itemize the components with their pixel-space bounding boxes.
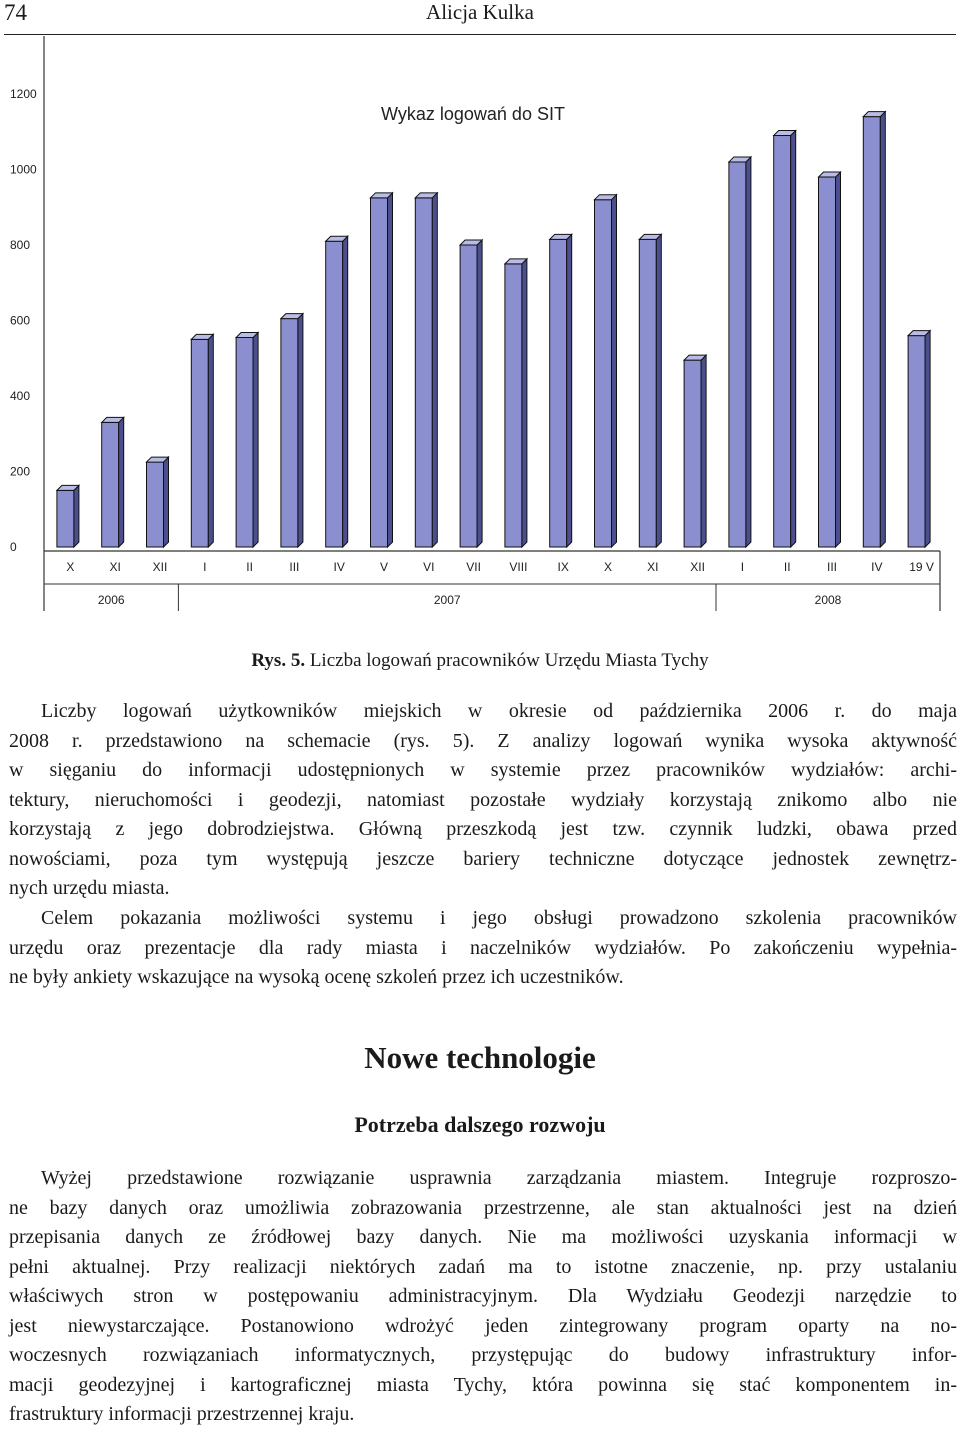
- bar-side: [208, 334, 213, 547]
- paragraph-3: [9, 1164, 957, 1430]
- bar: [684, 360, 701, 547]
- subsection-heading: Potrzeba dalszego rozwoju: [354, 1112, 606, 1137]
- bar-side: [656, 234, 661, 547]
- text-line: tektury, nieruchomości i geodezji, natomiast pozostałe wydziały korzystają znikomo albo nie: [9, 788, 957, 811]
- bar: [819, 177, 836, 547]
- bar-side: [253, 332, 258, 547]
- caption-prefix: Rys. 5.: [251, 650, 306, 671]
- bar: [236, 337, 253, 547]
- bar-side: [119, 417, 124, 547]
- text-line: przepisania danych ze źródłowej bazy danych. Nie ma możliwości uzyskania informacji w: [9, 1226, 957, 1248]
- text-line: nowościami, poza tym występują jeszcze bariery techniczne dotyczące jednostek zewnętrz-: [9, 847, 957, 870]
- text-line: nych urzędu miasta.: [9, 877, 170, 899]
- text-line: urzędu oraz prezentacje dla rady miasta i naczelników wydziałów. Po zakończeniu wypełnia-: [9, 936, 957, 959]
- bar: [191, 339, 208, 547]
- bar-chart: [0, 36, 960, 616]
- caption-text: Liczba logowań pracowników Urzędu Miasta Tychy: [309, 650, 709, 671]
- x-tick-label: I: [740, 560, 745, 574]
- bar-side: [880, 112, 885, 547]
- bar-side: [567, 234, 572, 547]
- bar-side: [791, 131, 796, 547]
- bar-side: [522, 259, 527, 547]
- x-tick-label: I: [203, 560, 207, 574]
- bar: [729, 162, 746, 547]
- bar-side: [343, 236, 348, 547]
- bar: [415, 198, 432, 547]
- year-label: 2006: [97, 593, 125, 607]
- text-line: macji geodezyjnej i kartograficznej miasta Tychy, która powinna się stać komponentem in-: [9, 1373, 957, 1396]
- bar: [774, 136, 791, 547]
- x-tick-label: XI: [109, 560, 121, 574]
- text-line: jest niewystarczające. Postanowiono wdrożyć jeden zintegrowany program oparty na no-: [9, 1314, 957, 1337]
- bar-side: [746, 157, 751, 547]
- x-tick-label: III: [289, 560, 300, 574]
- x-tick-label: VII: [466, 560, 481, 574]
- paragraph-1: [9, 697, 957, 904]
- text-line: frastruktury informacji przestrzennej kraju.: [9, 1403, 355, 1425]
- bar: [57, 490, 74, 547]
- x-tick-label: III: [826, 560, 838, 574]
- bar-side: [298, 314, 303, 547]
- x-tick-label: X: [603, 560, 613, 574]
- x-tick-label: IX: [557, 560, 569, 574]
- y-tick-label: 400: [10, 389, 31, 403]
- y-tick-label: 1200: [10, 87, 37, 101]
- year-label: 2007: [433, 593, 461, 607]
- text-line: ne bazy danych oraz umożliwia zobrazowania przestrzenne, ale stan aktualności jest na dzień: [9, 1196, 957, 1219]
- bar-side: [836, 172, 841, 547]
- x-tick-label: II: [783, 560, 791, 574]
- bar-side: [388, 193, 393, 547]
- bar: [550, 239, 567, 547]
- chart-title: Wykaz logowań do SIT: [381, 104, 565, 124]
- x-tick-label: VI: [423, 560, 435, 574]
- x-tick-label: IV: [871, 560, 883, 574]
- text-line: korzystają z jego dobrodziejstwa. Główną przeszkodą jest tzw. czynnik ludzki, obawa przed: [9, 818, 957, 840]
- bar-side: [432, 193, 437, 547]
- y-tick-label: 0: [10, 540, 17, 554]
- y-tick-label: 600: [10, 313, 31, 328]
- text-line: woczesnych rozwiązaniach informatycznych, przystępując do budowy infrastruktury infor-: [9, 1344, 957, 1366]
- x-tick-label: V: [379, 560, 389, 574]
- bar-side: [74, 485, 79, 547]
- x-tick-label: VIII: [509, 560, 528, 574]
- x-tick-label: 19 V: [909, 560, 934, 574]
- text-line: Liczby logowań użytkowników miejskich w okresie od października 2006 r. do maja: [41, 700, 957, 722]
- bar: [595, 200, 612, 547]
- section-heading: Nowe technologie: [364, 1040, 596, 1075]
- bar: [460, 245, 477, 547]
- page-number: 74: [4, 0, 27, 25]
- y-tick-label: 1000: [10, 162, 37, 177]
- text-line: Celem pokazania możliwości systemu i jego obsługi prowadzono szkolenia pracowników: [41, 907, 957, 929]
- year-label: 2008: [814, 593, 842, 607]
- page-header: [0, 0, 960, 36]
- x-tick-label: X: [66, 560, 75, 574]
- text-line: właściwych stron w postępowaniu administracyjnym. Dla Wydziału Geodezji narzędzie to: [9, 1285, 957, 1307]
- text-line: pełni aktualnej. Przy realizacji niektórych zadań ma to istotne znaczenie, np. przy ustalaniu: [9, 1255, 957, 1278]
- text-line: 2008 r. przedstawiono na schemacie (rys. 5). Z analizy logowań wynika wysoka aktywność: [9, 729, 957, 752]
- x-tick-label: XII: [152, 560, 168, 574]
- bar-side: [477, 240, 482, 547]
- y-tick-label: 200: [10, 464, 31, 479]
- text-line: Wyżej przedstawione rozwiązanie usprawnia zarządzania miastem. Integruje rozproszo-: [41, 1167, 957, 1189]
- x-tick-label: IV: [333, 560, 345, 574]
- text-line: ne były ankiety wskazujące na wysoką ocenę szkoleń przez ich uczestników.: [9, 966, 624, 988]
- bar-side: [925, 331, 930, 547]
- bar: [147, 462, 164, 547]
- bar-side: [612, 195, 617, 547]
- x-tick-label: XI: [647, 560, 659, 574]
- bar: [908, 336, 925, 547]
- bar: [639, 239, 656, 547]
- bar: [371, 198, 388, 547]
- bar: [505, 264, 522, 547]
- bar: [281, 319, 298, 547]
- paragraph-2: [9, 904, 957, 993]
- y-tick-label: 800: [10, 238, 31, 252]
- bar-side: [164, 457, 169, 547]
- text-line: w sięganiu do informacji udostępnionych w systemie przez pracowników wydziałów: archi-: [9, 759, 957, 781]
- bar: [326, 241, 343, 547]
- x-tick-label: II: [246, 560, 253, 574]
- x-tick-label: XII: [690, 560, 705, 574]
- bar: [863, 117, 880, 547]
- chart-svg: [0, 36, 960, 616]
- header-rule: [4, 34, 956, 35]
- bar-side: [701, 355, 706, 547]
- figure-caption: [0, 650, 960, 672]
- running-title: Alicja Kulka: [426, 0, 534, 24]
- bar: [102, 422, 119, 547]
